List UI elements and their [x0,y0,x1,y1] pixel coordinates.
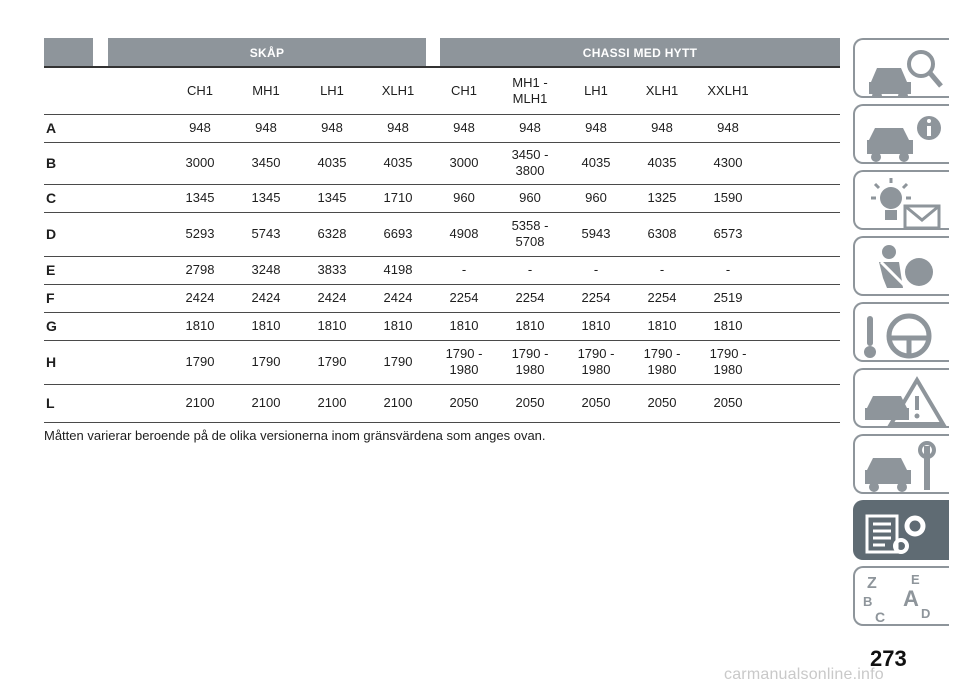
table-cell: 1810 [449,318,479,333]
table-cell: 1810 [647,318,677,333]
table-cell: 1810 [185,318,215,333]
warning-light-mail-icon [861,176,947,230]
table-cell: 1345 [185,190,215,205]
table-cell: - [461,262,467,277]
table-cell: 4300 [713,155,743,170]
chapter-tab[interactable] [853,38,949,98]
table-row [44,340,840,384]
page-number: 273 [870,646,907,671]
table-cell: 1810 [383,318,413,333]
row-label: A [46,120,57,136]
table-row [44,184,840,212]
svg-text:C: C [875,609,886,625]
column-header: CH1 [186,83,213,98]
table-cell: 2424 [317,290,347,305]
chapter-tab[interactable] [853,368,949,428]
table-cell: 4908 [449,226,479,241]
chapter-tab[interactable] [853,236,949,296]
table-cell: 2050 [647,395,677,410]
table-cell: 3248 [251,262,281,277]
column-header: MH1 - MLH1 [512,75,548,106]
table-cell: 5943 [581,226,611,241]
table-cell: 948 [519,120,541,135]
table-cell: 1325 [647,190,677,205]
column-header: LH1 [584,83,608,98]
table-cell: 1810 [317,318,347,333]
header-chassi-med-hytt: CHASSI MED HYTT [440,38,840,67]
table-row [44,256,840,284]
table-cell: 2424 [251,290,281,305]
table-cell: 2050 [713,395,743,410]
table-cell: 6328 [317,226,347,241]
table-cell: - [659,262,665,277]
table-cell: 5293 [185,226,215,241]
svg-text:E: E [911,572,920,587]
chapter-tab[interactable] [853,434,949,494]
table-cell: 1345 [317,190,347,205]
table-cell: 1790 [317,354,347,369]
column-header: LH1 [320,83,344,98]
car-info-icon [861,110,947,164]
watermark: carmanualsonline.info [724,666,884,683]
table-cell: 3450 [251,155,281,170]
table-cell: 2100 [185,395,215,410]
table-cell: 2100 [317,395,347,410]
footnote: Måtten varierar beroende på de olika versionerna inom gränsvärdena som anges ovan. [44,428,546,443]
table-cell: 6573 [713,226,743,241]
header-skap: SKÅP [108,38,426,67]
svg-text:D: D [921,606,931,621]
table-cell: 1710 [383,190,413,205]
table-cell: 960 [519,190,541,205]
table-cell: 2050 [581,395,611,410]
table-cell: 948 [585,120,607,135]
table-row [44,312,840,340]
table-cell: 1790 [383,354,413,369]
table-cell: 2519 [713,290,743,305]
table-row [44,114,840,142]
car-wrench-icon [861,440,947,494]
table-cell: 2254 [449,290,479,305]
table-cell: 5358 - 5708 [511,218,549,249]
row-label: F [46,290,55,306]
column-header: CH1 [450,83,477,98]
column-header: XLH1 [645,83,679,98]
svg-text:Z: Z [867,575,877,592]
row-label: L [46,395,55,411]
table-cell: 960 [453,190,475,205]
table-cell: 1790 - 1980 [709,346,747,377]
table-cell: 960 [585,190,607,205]
table-cell: - [593,262,599,277]
table-cell: 3833 [317,262,347,277]
table-cell: 1790 - 1980 [511,346,549,377]
table-cell: 5743 [251,226,281,241]
table-cell: 948 [651,120,673,135]
row-label: C [46,190,57,206]
table-cell: 2050 [449,395,479,410]
table-cell: 4035 [383,155,413,170]
table-cell: 2254 [647,290,677,305]
table-cell: 1790 [185,354,215,369]
table-row [44,384,840,422]
steering-wheel-key-icon [861,308,947,362]
table-cell: - [725,262,731,277]
table-cell: 2798 [185,262,215,277]
table-cell: 1810 [581,318,611,333]
table-cell: 3000 [185,155,215,170]
column-header-row [44,68,840,114]
table-cell: 1790 - 1980 [445,346,483,377]
table-cell: 2100 [251,395,281,410]
alphabet-index-icon [861,572,947,626]
table-cell: 2100 [383,395,413,410]
table-cell: 2254 [581,290,611,305]
table-cell: 2424 [383,290,413,305]
seatbelt-airbag-icon [861,242,947,296]
table-cell: 1810 [713,318,743,333]
row-label: E [46,262,56,278]
table-cell: 6308 [647,226,677,241]
column-header: XXLH1 [707,83,749,98]
table-cell: 1590 [713,190,743,205]
row-rule [44,422,840,423]
table-cell: 2254 [515,290,545,305]
table-cell: 1810 [251,318,281,333]
table-cell: 948 [255,120,277,135]
car-warning-triangle-icon [861,374,947,428]
header-blank-cell [44,38,93,67]
table-cell: 4035 [317,155,347,170]
chapter-tab[interactable] [853,302,949,362]
table-cell: 948 [321,120,343,135]
table-row [44,212,840,256]
table-cell: 1790 - 1980 [643,346,681,377]
table-cell: 948 [717,120,739,135]
table-cell: 4035 [581,155,611,170]
chapter-tab[interactable] [853,500,949,560]
table-header-band [44,38,840,67]
table-row [44,142,840,184]
table-cell: 948 [189,120,211,135]
table-cell: 2424 [185,290,215,305]
table-cell: 1790 [251,354,281,369]
chapter-tab[interactable] [853,104,949,164]
row-label: G [46,318,57,334]
column-header: XLH1 [381,83,415,98]
row-label: B [46,155,57,171]
svg-text:B: B [863,594,873,609]
car-search-icon [861,44,947,98]
table-row [44,284,840,312]
table-cell: 3000 [449,155,479,170]
table-cell: 4198 [383,262,413,277]
table-cell: 948 [453,120,475,135]
row-label: D [46,226,57,242]
table-cell: 1810 [515,318,545,333]
specs-gear-icon [861,506,947,560]
table-cell: 3450 - 3800 [511,147,549,178]
table-cell: - [527,262,533,277]
table-cell: 6693 [383,226,413,241]
row-label: H [46,354,57,370]
table-cell: 948 [387,120,409,135]
chapter-tab[interactable] [853,170,949,230]
table-cell: 4035 [647,155,677,170]
table-cell: 2050 [515,395,545,410]
svg-text:A: A [903,586,919,611]
chapter-tab[interactable] [853,566,949,626]
column-header: MH1 [252,83,280,98]
table-cell: 1345 [251,190,281,205]
table-cell: 1790 - 1980 [577,346,615,377]
